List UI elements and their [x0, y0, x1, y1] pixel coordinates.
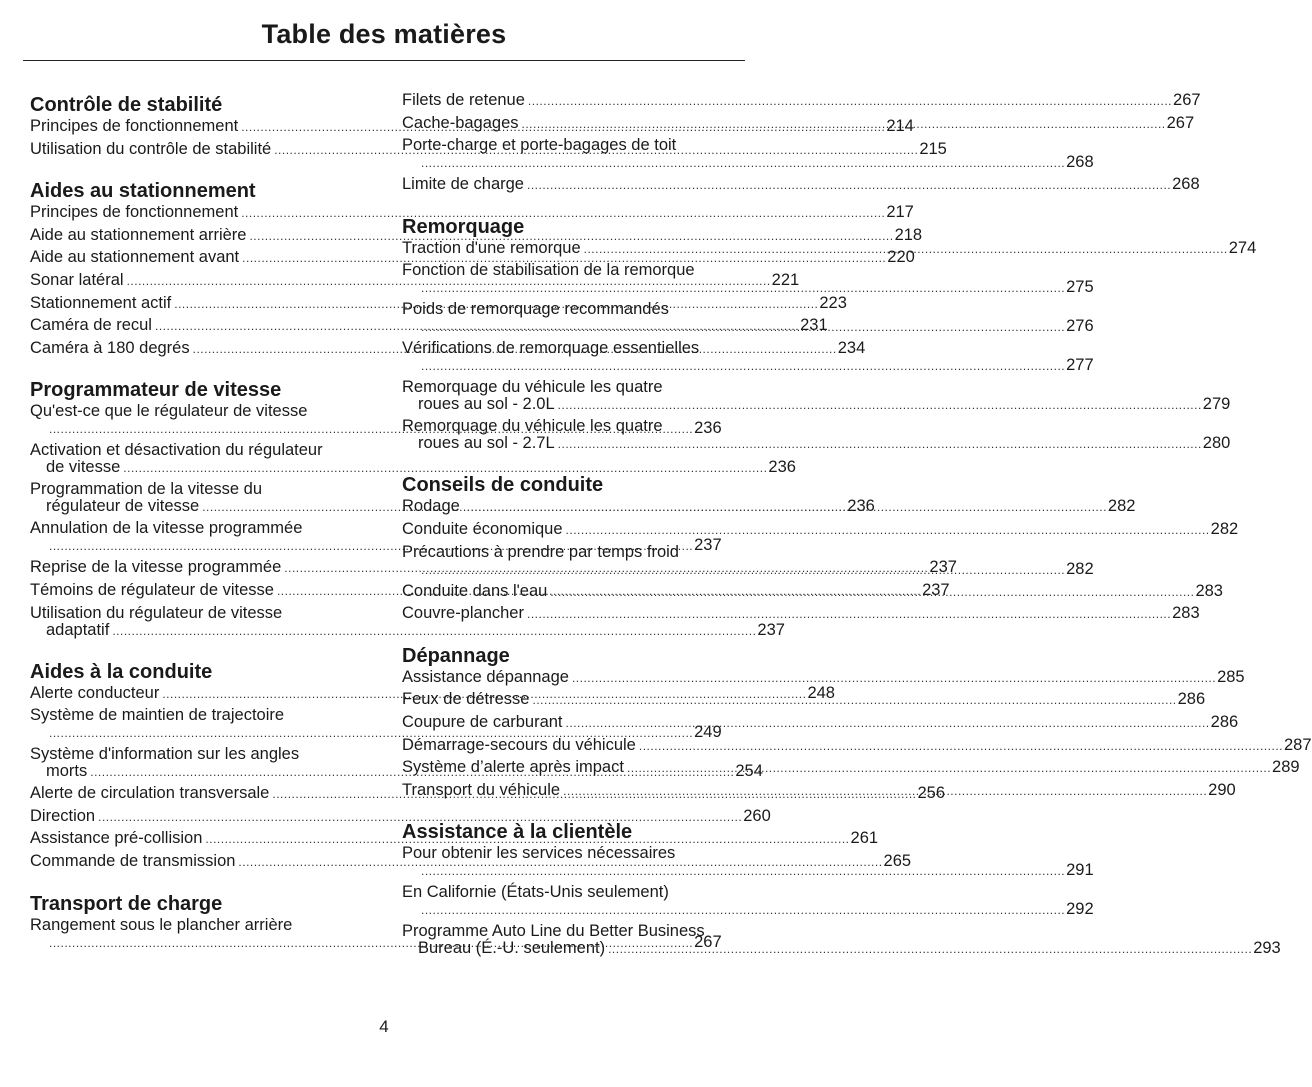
toc-entry-continuation: de vitesse [46, 458, 121, 477]
toc-entry-title: Alerte de circulation transversale [30, 784, 270, 803]
toc-page-number: 283 [1172, 604, 1200, 623]
toc-page-number: 220 [887, 248, 915, 267]
toc-page-number: 215 [919, 139, 947, 158]
section-spacer [402, 199, 739, 214]
toc-entry-row [30, 248, 915, 267]
toc-entry-title: Cache-bagages [402, 113, 519, 132]
toc-entry-row [30, 806, 771, 825]
toc-entry-continuation: régulateur de vitesse [46, 497, 200, 516]
toc-page-number: 282 [1210, 519, 1239, 538]
toc-entry-title: Porte-charge et porte-bagages de toit [402, 136, 677, 155]
toc-entry-row [402, 395, 1231, 414]
toc-page-number: 293 [1253, 939, 1281, 958]
toc-entry-title: Remorquage du véhicule les quatre [402, 378, 663, 397]
toc-entry-title: Principes de fonctionnement [30, 117, 239, 135]
toc-entry-row [402, 238, 1257, 257]
toc-entry-row [30, 458, 796, 477]
section-heading: Dépannage [402, 644, 510, 667]
toc-page-number: 237 [757, 620, 785, 639]
section-heading: Contrôle de stabilité [30, 94, 223, 116]
dot-leader [421, 358, 1065, 375]
toc-entry-title: Reprise de la vitesse programmée [30, 558, 282, 577]
toc-page-number: 268 [1172, 175, 1200, 194]
toc-page-number: 260 [743, 806, 771, 825]
toc-page-number: 256 [917, 784, 946, 803]
toc-entry-continuation: Bureau (É.-U. seulement) [418, 939, 606, 958]
toc-entry-title: Caméra à 180 degrés [30, 338, 190, 357]
toc-entry[interactable] [402, 922, 1281, 962]
toc-page-number: 276 [1066, 317, 1094, 336]
toc-entry-title: Précautions à prendre par temps froid [402, 542, 679, 561]
toc-page-number: 221 [771, 270, 800, 289]
section-heading: Aides au stationnement [30, 180, 256, 203]
toc-entry-title: Système d'information sur les angles [30, 745, 300, 764]
toc-entry-title: Pour obtenir les services nécessaires [402, 844, 676, 863]
dot-leader [639, 738, 1283, 755]
toc-page-number: 286 [1177, 690, 1206, 709]
toc-entry-title: Transport du véhicule [402, 780, 561, 799]
toc-entry-row [402, 153, 1094, 172]
toc-page-number: 274 [1228, 238, 1257, 257]
toc-entry[interactable] [402, 735, 1312, 760]
toc-entry-title: Traction d'une remorque [402, 238, 581, 257]
toc-entry[interactable] [402, 378, 1231, 418]
section-spacer [402, 457, 739, 472]
dot-leader [522, 116, 1166, 133]
dot-leader [566, 522, 1210, 539]
toc-page-number: 268 [1066, 153, 1094, 172]
toc-entry-title: Filets de retenue [402, 91, 525, 109]
toc-entry-row [402, 861, 1094, 880]
toc-page-number: 248 [807, 683, 835, 702]
toc-page-number: 265 [883, 851, 912, 870]
section-heading: Assistance à la clientèle [402, 821, 633, 844]
toc-entry-row [402, 91, 1201, 109]
toc-entry-row [402, 667, 1245, 686]
dot-leader [563, 783, 1207, 803]
toc-entry-row [30, 558, 957, 577]
toc-entry-title: En Californie (États-Unis seulement) [402, 883, 669, 902]
toc-entry[interactable] [402, 712, 1239, 737]
toc-entry[interactable] [402, 417, 1231, 457]
toc-page-number: 282 [1107, 497, 1136, 516]
toc-entry-title: Remorquage du véhicule les quatre [402, 417, 663, 436]
toc-entry-continuation: morts [46, 762, 88, 781]
toc-entry-title: Alerte conducteur [30, 683, 160, 702]
toc-page-number: 282 [1066, 559, 1094, 578]
toc-page-number: 292 [1066, 900, 1094, 919]
dot-leader [527, 177, 1171, 194]
toc-entry-title: Assistance dépannage [402, 667, 569, 686]
toc-page-number: 234 [837, 338, 866, 357]
section-heading: Remorquage [402, 215, 525, 238]
dot-leader [550, 580, 1194, 601]
dot-leader [463, 499, 1107, 516]
toc-entry-row [402, 939, 1281, 958]
toc-entry-title: Fonction de stabilisation de la remorque [402, 261, 695, 280]
toc-page-number: 290 [1208, 780, 1236, 799]
toc-page-number: 267 [694, 932, 722, 951]
section-spacer [30, 163, 367, 178]
dot-leader [608, 941, 1252, 958]
toc-entry[interactable] [402, 91, 1201, 115]
toc-entry[interactable] [30, 316, 828, 340]
title-divider [23, 60, 745, 61]
toc-page-number: 283 [1195, 581, 1223, 600]
section-heading: Programmateur de vitesse [30, 379, 282, 402]
dot-leader [421, 902, 1065, 919]
toc-entry-title: Système de maintien de trajectoire [30, 706, 285, 725]
dot-leader [421, 863, 1065, 880]
page-number: 4 [379, 1017, 389, 1036]
toc-entry-continuation: roues au sol - 2.0L [418, 395, 555, 414]
toc-page-number: 249 [694, 723, 722, 742]
toc-entry-row [402, 604, 1200, 623]
toc-entry-title: Système d’alerte après impact [402, 758, 624, 777]
toc-page-number: 285 [1217, 667, 1245, 686]
toc-entry-continuation: adaptatif [46, 620, 110, 639]
toc-page-number: 254 [735, 762, 763, 781]
toc-page-number: 218 [894, 225, 923, 244]
section-spacer [402, 628, 739, 643]
dot-leader [421, 316, 1065, 336]
dot-leader [533, 692, 1177, 709]
toc-page-number: 279 [1202, 395, 1231, 414]
toc-page-number: 261 [850, 829, 879, 848]
toc-entry-row [402, 519, 1239, 538]
toc-entry-title: Rodage [402, 497, 460, 516]
toc-page-number: 237 [922, 580, 950, 599]
toc-entry-row [402, 175, 1200, 194]
section-spacer [30, 644, 367, 659]
toc-entry-title: Limite de charge [402, 175, 524, 194]
toc-entry-title: Direction [30, 806, 96, 825]
section-heading: Aides à la conduite [30, 660, 213, 683]
toc-page-number: 275 [1066, 278, 1094, 297]
toc-entry-title: Qu'est-ce que le régulateur de vitesse [30, 402, 308, 421]
dot-leader [421, 562, 1065, 579]
toc-page-number: 277 [1066, 356, 1094, 375]
dot-leader [558, 436, 1202, 453]
toc-entry-title: Sonar latéral [30, 270, 124, 289]
toc-entry-row [30, 203, 914, 222]
toc-entry-row [402, 735, 1312, 754]
toc-page-number: 236 [768, 458, 796, 477]
dot-leader [528, 93, 1172, 110]
toc-entry-title: Feux de détresse [402, 690, 530, 709]
toc-page-number: 289 [1272, 758, 1300, 777]
toc-entry-row [402, 356, 1094, 375]
dot-leader [527, 606, 1171, 623]
toc-page-number: 267 [1166, 113, 1195, 132]
toc-entry-title: Programme Auto Line du Better Business [402, 922, 705, 941]
toc-entry-title: Poids de remorquage recommandés [402, 300, 669, 319]
toc-entry-title: Assistance pré-collision [30, 829, 203, 848]
toc-page-number: 236 [694, 419, 722, 438]
toc-entry-title: Annulation de la vitesse programmée [30, 519, 303, 538]
toc-entry-title: Activation et désactivation du régulateur [30, 441, 323, 460]
toc-page-number: 231 [800, 316, 828, 335]
toc-entry-title: Commande de transmission [30, 851, 236, 870]
toc-entry[interactable] [402, 175, 1200, 199]
toc-entry-title: Rangement sous le plancher arrière [30, 915, 293, 934]
toc-entry-title: Programmation de la vitesse du [30, 480, 263, 499]
toc-page-number: 236 [847, 497, 875, 516]
toc-page-number: 214 [886, 117, 914, 135]
section-spacer [30, 876, 367, 891]
toc-entry-title: Conduite économique [402, 519, 563, 538]
dot-leader [558, 397, 1202, 414]
page-title: Table des matières [261, 19, 507, 49]
toc-entry-title: Principes de fonctionnement [30, 203, 239, 222]
toc-page-number: 286 [1210, 712, 1239, 731]
toc-entry-title: Vérifications de remorquage essentielles [402, 339, 700, 358]
toc-entry-title: Caméra de recul [30, 316, 152, 335]
section-spacer [30, 362, 367, 377]
toc-entry[interactable] [30, 806, 771, 831]
toc-page-number: 287 [1283, 735, 1312, 754]
toc-entry[interactable] [30, 558, 957, 582]
toc-page-number: 280 [1202, 434, 1231, 453]
toc-entry-title: Démarrage-secours du véhicule [402, 735, 636, 754]
toc-entry[interactable] [402, 883, 1094, 923]
toc-page-number: 291 [1066, 861, 1094, 880]
toc-entry-title: Stationnement actif [30, 293, 172, 312]
dot-leader [566, 715, 1210, 732]
toc-entry-title: Coupure de carburant [402, 712, 563, 731]
section-heading: Transport de charge [30, 892, 223, 915]
toc-entry-title: Aide au stationnement avant [30, 248, 240, 267]
toc-entry-row [30, 316, 828, 335]
toc-entry-title: Couvre-plancher [402, 604, 524, 623]
toc-entry-row [402, 712, 1239, 731]
toc-entry-row [402, 434, 1231, 453]
toc-page-number: 237 [694, 536, 722, 555]
toc-entry-title: Utilisation du contrôle de stabilité [30, 139, 272, 158]
toc-entry-row [30, 620, 785, 639]
dot-leader [421, 155, 1065, 172]
toc-entry-row [402, 900, 1094, 919]
toc-entry-row [30, 723, 722, 742]
section-spacer [402, 804, 739, 819]
toc-page-number: 237 [929, 558, 957, 577]
toc-page-number: 267 [1173, 91, 1201, 109]
dot-leader [584, 241, 1228, 258]
dot-leader [421, 280, 1065, 297]
toc-entry-title: Témoins de régulateur de vitesse [30, 580, 274, 599]
toc-entry-continuation: roues au sol - 2.7L [418, 434, 555, 453]
toc-entry-title: Aide au stationnement arrière [30, 225, 247, 244]
toc-entry-title: Conduite dans l'eau [402, 581, 548, 600]
toc-entry[interactable] [402, 604, 1200, 628]
toc-entry[interactable] [402, 519, 1239, 544]
toc-entry-title: Utilisation du régulateur de vitesse [30, 603, 283, 622]
toc-entry[interactable] [402, 667, 1245, 692]
toc-page-number: 217 [886, 203, 914, 222]
dot-leader [627, 760, 1271, 777]
toc-page-number: 223 [819, 293, 847, 312]
section-heading: Conseils de conduite [402, 474, 604, 497]
dot-leader [572, 670, 1216, 687]
